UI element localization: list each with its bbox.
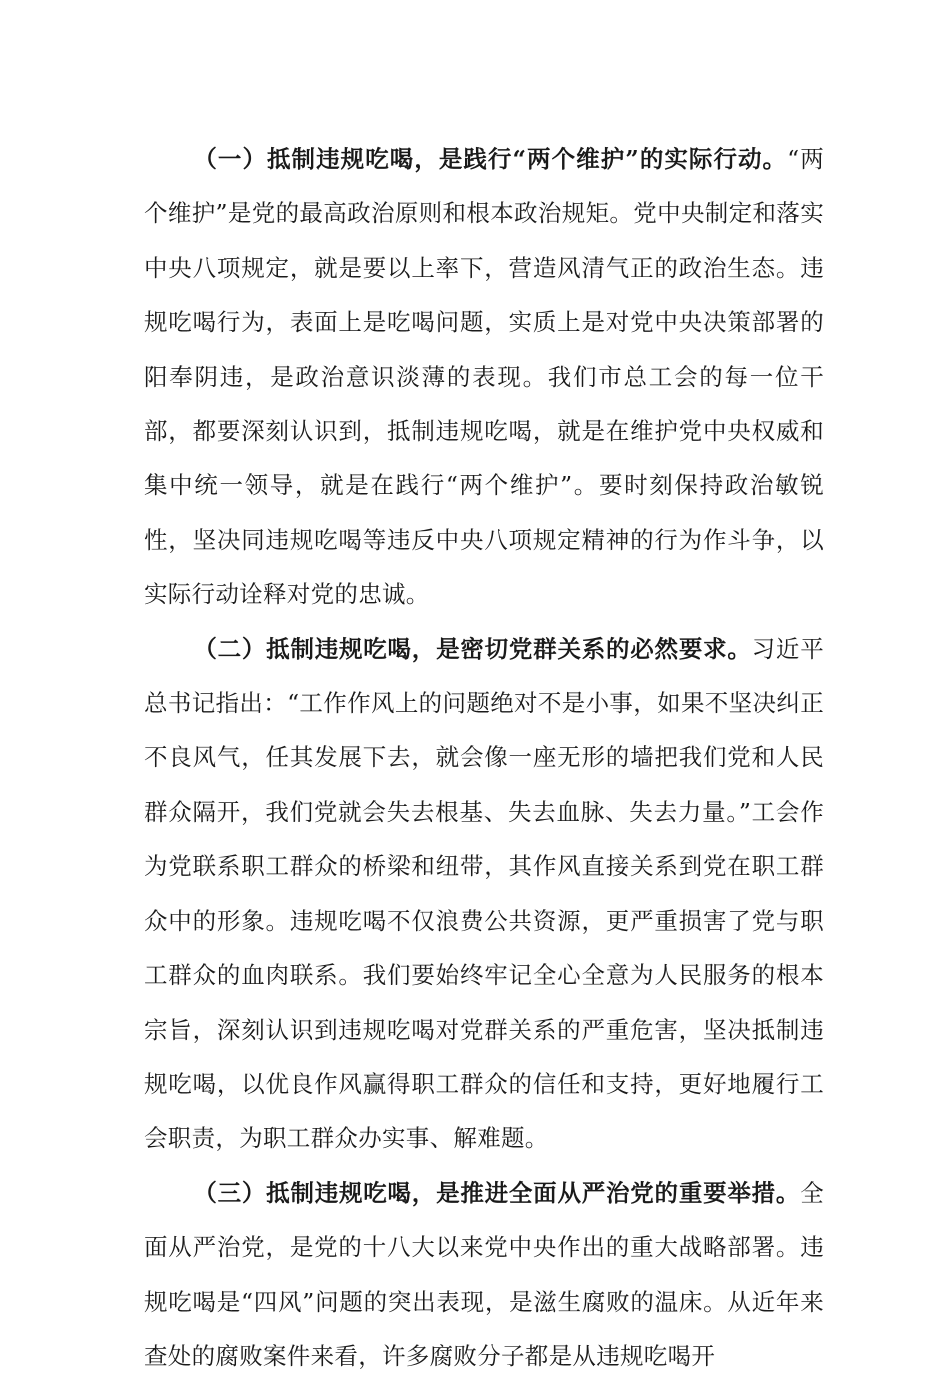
- paragraph-1-heading: （一）抵制违规吃喝，是践行“两个维护”的实际行动。: [193, 145, 788, 173]
- paragraph-1: [144, 132, 824, 622]
- paragraph-2-body: 习近平总书记指出：“工作作风上的问题绝对不是小事，如果不坚决纠正不良风气，任其发展下去，就会像一座无形的墙把我们党和人民群众隔开，我们党就会失去根基、失去血脉、失去力量。”工会作为党联系职工群众的桥梁和纽带，其作风直接关系到党在职工群众中的形象。违规吃喝不仅浪费公共资源，更严重损害了党与职工群众的血肉联系。我们要始终牢记全心全意为人民服务的根本宗旨，深刻认识到违规吃喝对党群关系的严重危害，坚决抵制违规吃喝，以优良作风赢得职工群众的信任和支持，更好地履行工会职责，为职工群众办实事、解难题。: [144, 634, 824, 1153]
- document-body: [144, 132, 824, 1383]
- paragraph-1-body: “两个维护”是党的最高政治原则和根本政治规矩。党中央制定和落实中央八项规定，就是要以上率下，营造风清气正的政治生态。违规吃喝行为，表面上是吃喝问题，实质上是对党中央决策部署的阳奉阴违，是政治意识淡薄的表现。我们市总工会的每一位干部，都要深刻认识到，抵制违规吃喝，就是在维护党中央权威和集中统一领导，就是在践行“两个维护”。要时刻保持政治敏锐性，坚决同违规吃喝等违反中央八项规定精神的行为作斗争，以实际行动诠释对党的忠诚。: [144, 145, 824, 609]
- paragraph-3: [144, 1166, 824, 1383]
- paragraph-2: [144, 622, 824, 1166]
- paragraph-2-heading: （二）抵制违规吃喝，是密切党群关系的必然要求。: [193, 634, 752, 663]
- paragraph-3-heading: （三）抵制违规吃喝，是推进全面从严治党的重要举措。: [193, 1178, 801, 1207]
- paragraph-3-body: 全面从严治党，是党的十八大以来党中央作出的重大战略部署。违规吃喝是“四风”问题的突出表现，是滋生腐败的温床。从近年来查处的腐败案件来看，许多腐败分子都是从违规吃喝开: [144, 1178, 824, 1370]
